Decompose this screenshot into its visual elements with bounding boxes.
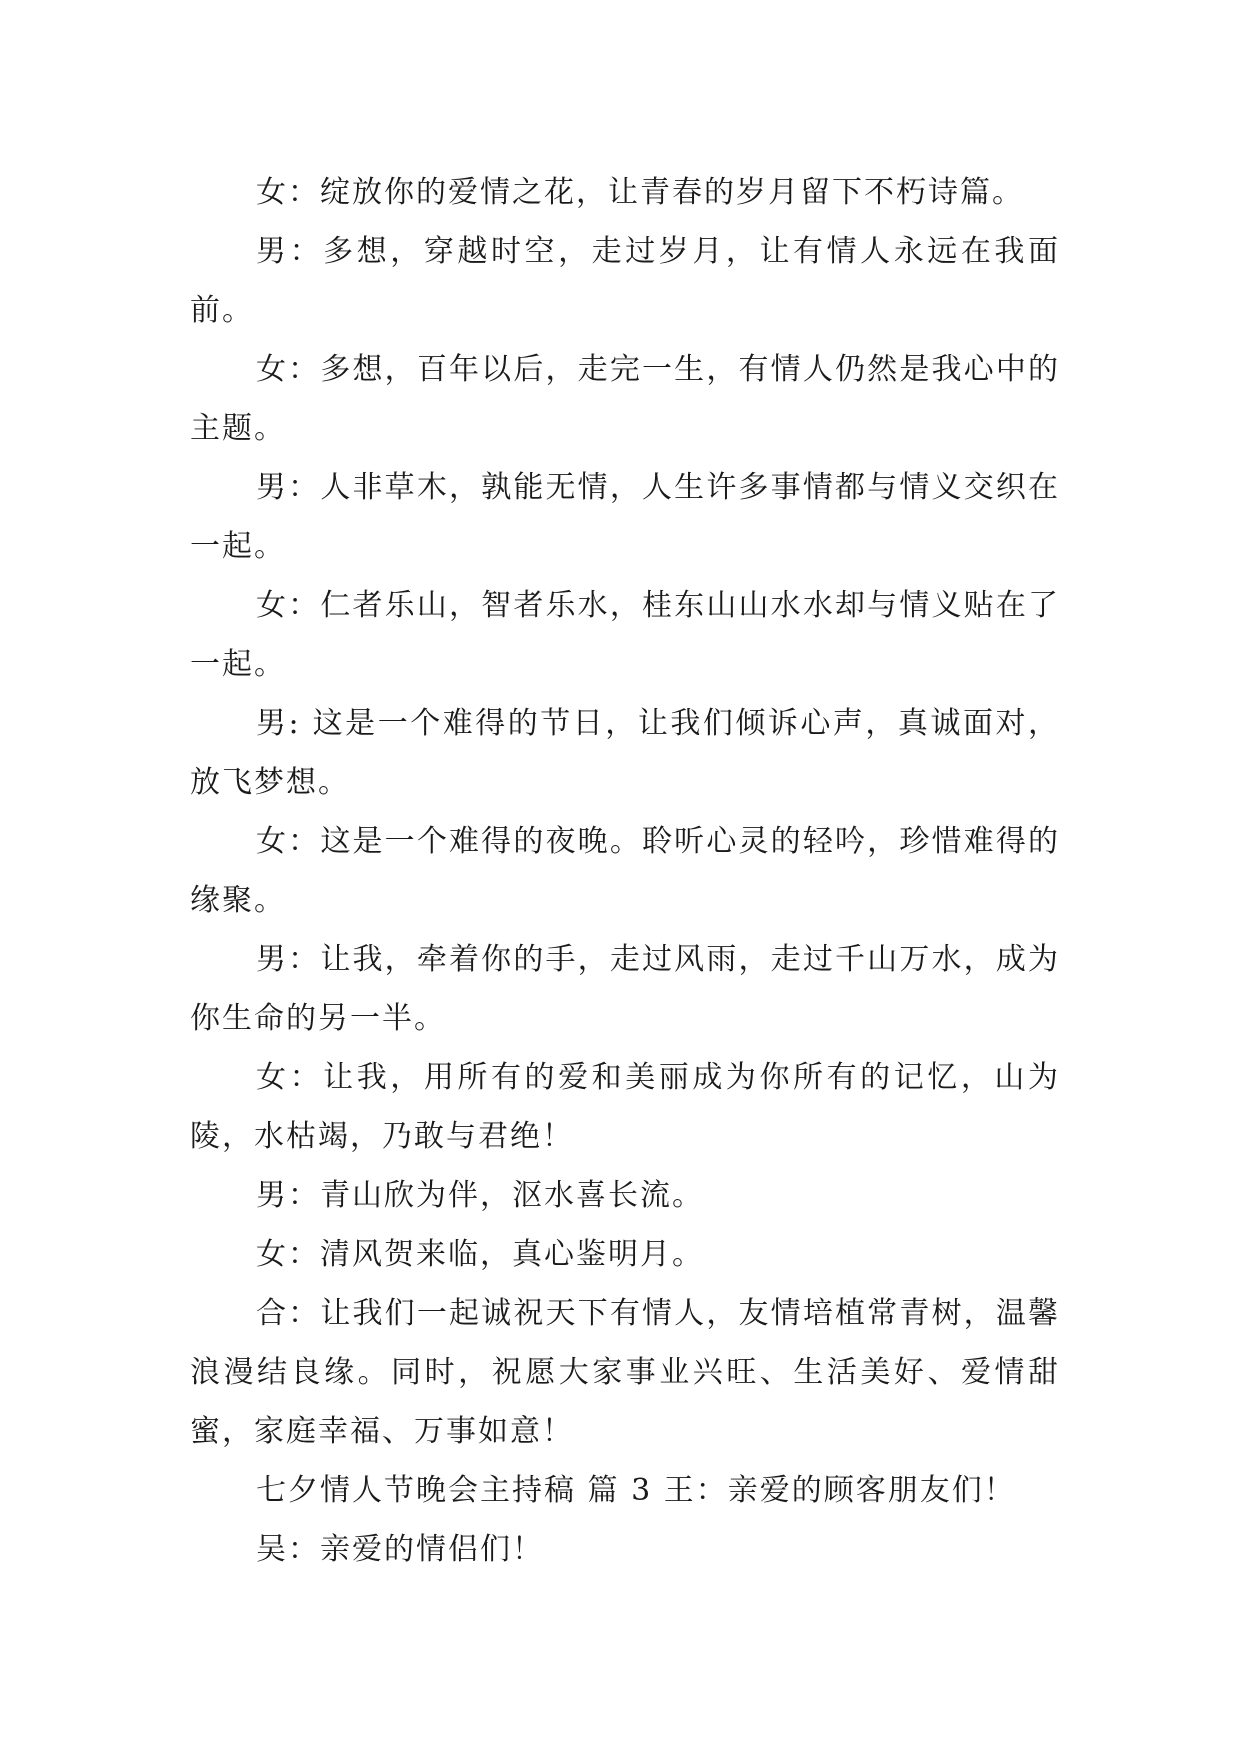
paragraph: 七夕情人节晚会主持稿 篇 3 王：亲爱的顾客朋友们！ — [256, 1473, 1016, 1508]
paragraph: 女：这是一个难得的夜晚。聆听心灵的轻吟，珍惜难得的缘聚。 — [190, 824, 1060, 918]
paragraph: 女：清风贺来临，真心鉴明月。 — [256, 1237, 704, 1272]
paragraph: 女：绽放你的爱情之花，让青春的岁月留下不朽诗篇。 — [256, 175, 1024, 210]
paragraph: 男：青山欣为伴，沤水喜长流。 — [256, 1178, 704, 1213]
paragraph: 女：让我，用所有的爱和美丽成为你所有的记忆，山为陵，水枯竭，乃敢与君绝！ — [190, 1060, 1060, 1154]
paragraph: 男: 这是一个难得的节日，让我们倾诉心声，真诚面对，放飞梦想。 — [190, 706, 1060, 800]
paragraph: 男：让我，牵着你的手，走过风雨，走过千山万水，成为你生命的另一半。 — [190, 942, 1060, 1036]
paragraph: 女：多想，百年以后，走完一生，有情人仍然是我心中的主题。 — [190, 352, 1060, 446]
paragraph: 男：多想，穿越时空，走过岁月，让有情人永远在我面前。 — [190, 234, 1060, 328]
paragraph: 男：人非草木，孰能无情，人生许多事情都与情义交织在一起。 — [190, 470, 1060, 564]
paragraph: 吴：亲爱的情侣们！ — [256, 1532, 544, 1567]
document-body — [190, 163, 1060, 1579]
paragraph: 合：让我们一起诚祝天下有情人，友情培植常青树，温馨浪漫结良缘。同时，祝愿大家事业兴旺、生活美好、爱情甜蜜，家庭幸福、万事如意！ — [190, 1296, 1060, 1449]
paragraph: 女：仁者乐山，智者乐水，桂东山山水水却与情义贴在了一起。 — [190, 588, 1060, 682]
